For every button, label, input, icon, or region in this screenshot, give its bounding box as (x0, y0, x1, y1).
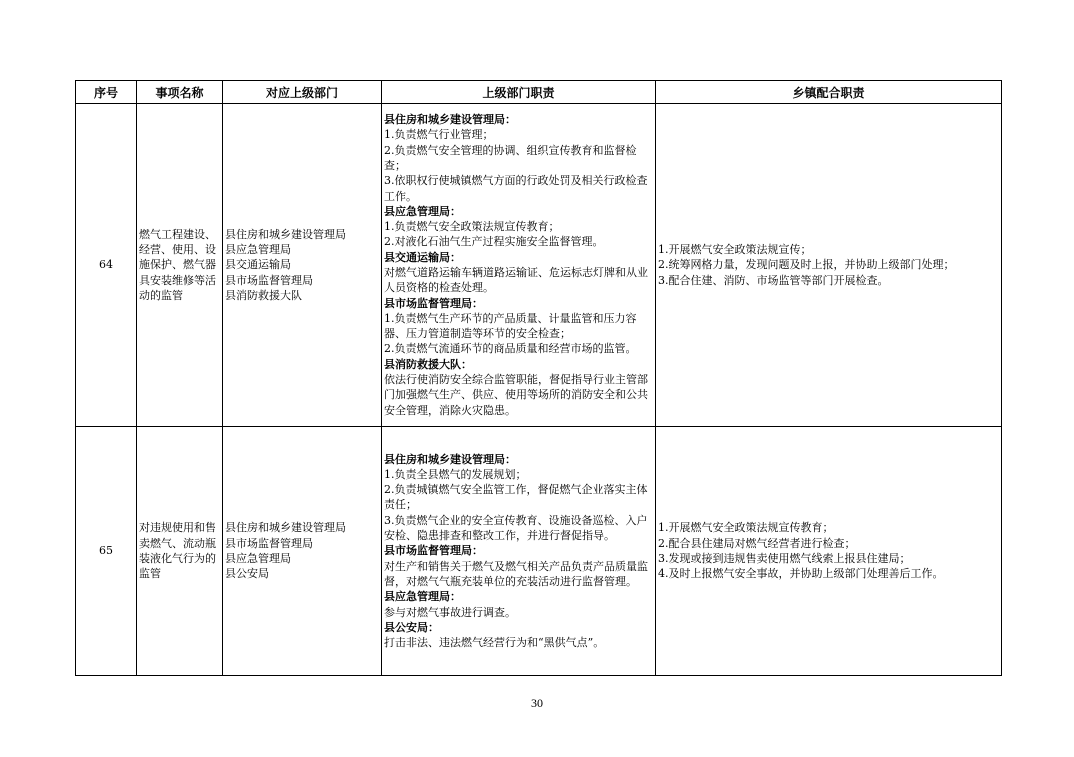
department-duty (382, 427, 656, 676)
town-duty-item: 3.发现或接到违规售卖使用燃气线索上报县住建局； (658, 552, 911, 565)
department-list (223, 427, 382, 676)
item-name: 燃气工程建设、经营、使用、设施保护、燃气器具安装维修等活动的监管 (137, 104, 223, 427)
duty-heading: 县消防救援大队： (384, 357, 472, 371)
duty-item: 2.负责燃气安全管理的协调、组织宣传教育和监督检查； (384, 143, 637, 172)
department-item: 县交通运输局 (225, 258, 291, 272)
duty-item: 1.负责燃气行业管理； (384, 128, 494, 142)
header-department: 对应上级部门 (223, 81, 382, 104)
header-town-duty: 乡镇配合职责 (656, 81, 1002, 104)
duty-heading: 县住房和城乡建设管理局： (384, 452, 516, 466)
row-number: 65 (76, 427, 137, 676)
duty-item: 1.负责全县燃气的发展规划； (384, 467, 527, 481)
duty-heading: 县应急管理局： (384, 204, 461, 218)
town-duty-item: 2.统筹网格力量，发现问题及时上报，并协助上级部门处理； (658, 258, 955, 272)
town-duty (656, 104, 1002, 427)
duty-item: 2.负责城镇燃气安全监管工作，督促燃气企业落实主体责任； (384, 483, 648, 512)
table-row (76, 427, 1002, 676)
duty-item: 2.对液化石油气生产过程实施安全监督管理。 (384, 235, 604, 249)
department-item: 县住房和城乡建设管理局 (225, 227, 346, 241)
department-item: 县应急管理局 (225, 552, 291, 565)
duty-item: 对燃气道路运输车辆道路运输证、危运标志灯牌和从业人员资格的检查处理。 (384, 266, 648, 295)
header-department-duty: 上级部门职责 (382, 81, 656, 104)
department-duty (382, 104, 656, 427)
duty-heading: 县住房和城乡建设管理局： (384, 113, 516, 127)
row-number: 64 (76, 104, 137, 427)
duty-item: 参与对燃气事故进行调查。 (384, 605, 516, 619)
department-item: 县应急管理局 (225, 243, 291, 257)
duty-item: 依法行使消防安全综合监管职能，督促指导行业主管部门加强燃气生产、供应、使用等场所的消防安全和公共安全管理，消除火灾隐患。 (384, 373, 648, 417)
duty-heading: 县交通运输局： (384, 250, 461, 264)
duty-heading: 县公安局： (384, 620, 439, 634)
department-item: 县市场监督管理局 (225, 536, 313, 550)
department-item: 县住房和城乡建设管理局 (225, 521, 346, 535)
duty-item: 对生产和销售关于燃气及燃气相关产品负责产品质量监督，对燃气气瓶充装单位的充装活动进行监督管理。 (384, 559, 648, 588)
department-item: 县公安局 (225, 567, 269, 581)
header-row (76, 81, 1002, 104)
town-duty-item: 3.配合住建、消防、市场监管等部门开展检查。 (658, 273, 889, 287)
duty-heading: 县市场监督管理局： (384, 544, 483, 558)
town-duty-item: 2.配合县住建局对燃气经营者进行检查； (658, 536, 856, 550)
department-item: 县市场监督管理局 (225, 273, 313, 287)
duty-item: 1.负责燃气安全政策法规宣传教育； (384, 220, 560, 234)
page-number: 30 (531, 696, 543, 710)
duty-item: 3.负责燃气企业的安全宣传教育、设施设备巡检、入户安检、隐患排查和整改工作，并进行督促指导。 (384, 513, 648, 543)
town-duty-item: 1.开展燃气安全政策法规宣传； (658, 243, 812, 257)
table-row (76, 104, 1002, 427)
duty-item: 3.依职权行使城镇燃气方面的行政处罚及相关行政检查工作。 (384, 174, 648, 203)
item-name: 对违规使用和售卖燃气、流动瓶装液化气行为的监管 (137, 427, 223, 676)
town-duty-item: 4.及时上报燃气安全事故，并协助上级部门处理善后工作。 (658, 567, 944, 581)
department-item: 县消防救援大队 (225, 288, 302, 302)
duty-item: 1.负责燃气生产环节的产品质量、计量监管和压力容器、压力管道制造等环节的安全检查； (384, 311, 637, 341)
header-item-name: 事项名称 (137, 81, 223, 104)
duty-item: 打击非法、违法燃气经营行为和“黑供气点”。 (384, 636, 605, 650)
duty-item: 2.负责燃气流通环节的商品质量和经营市场的监管。 (384, 342, 637, 356)
responsibility-table (75, 80, 1002, 676)
town-duty-item: 1.开展燃气安全政策法规宣传教育； (658, 521, 834, 535)
town-duty (656, 427, 1002, 676)
duty-heading: 县市场监督管理局： (384, 296, 483, 310)
department-list (223, 104, 382, 427)
duty-heading: 县应急管理局： (384, 590, 461, 604)
header-no: 序号 (76, 81, 137, 104)
